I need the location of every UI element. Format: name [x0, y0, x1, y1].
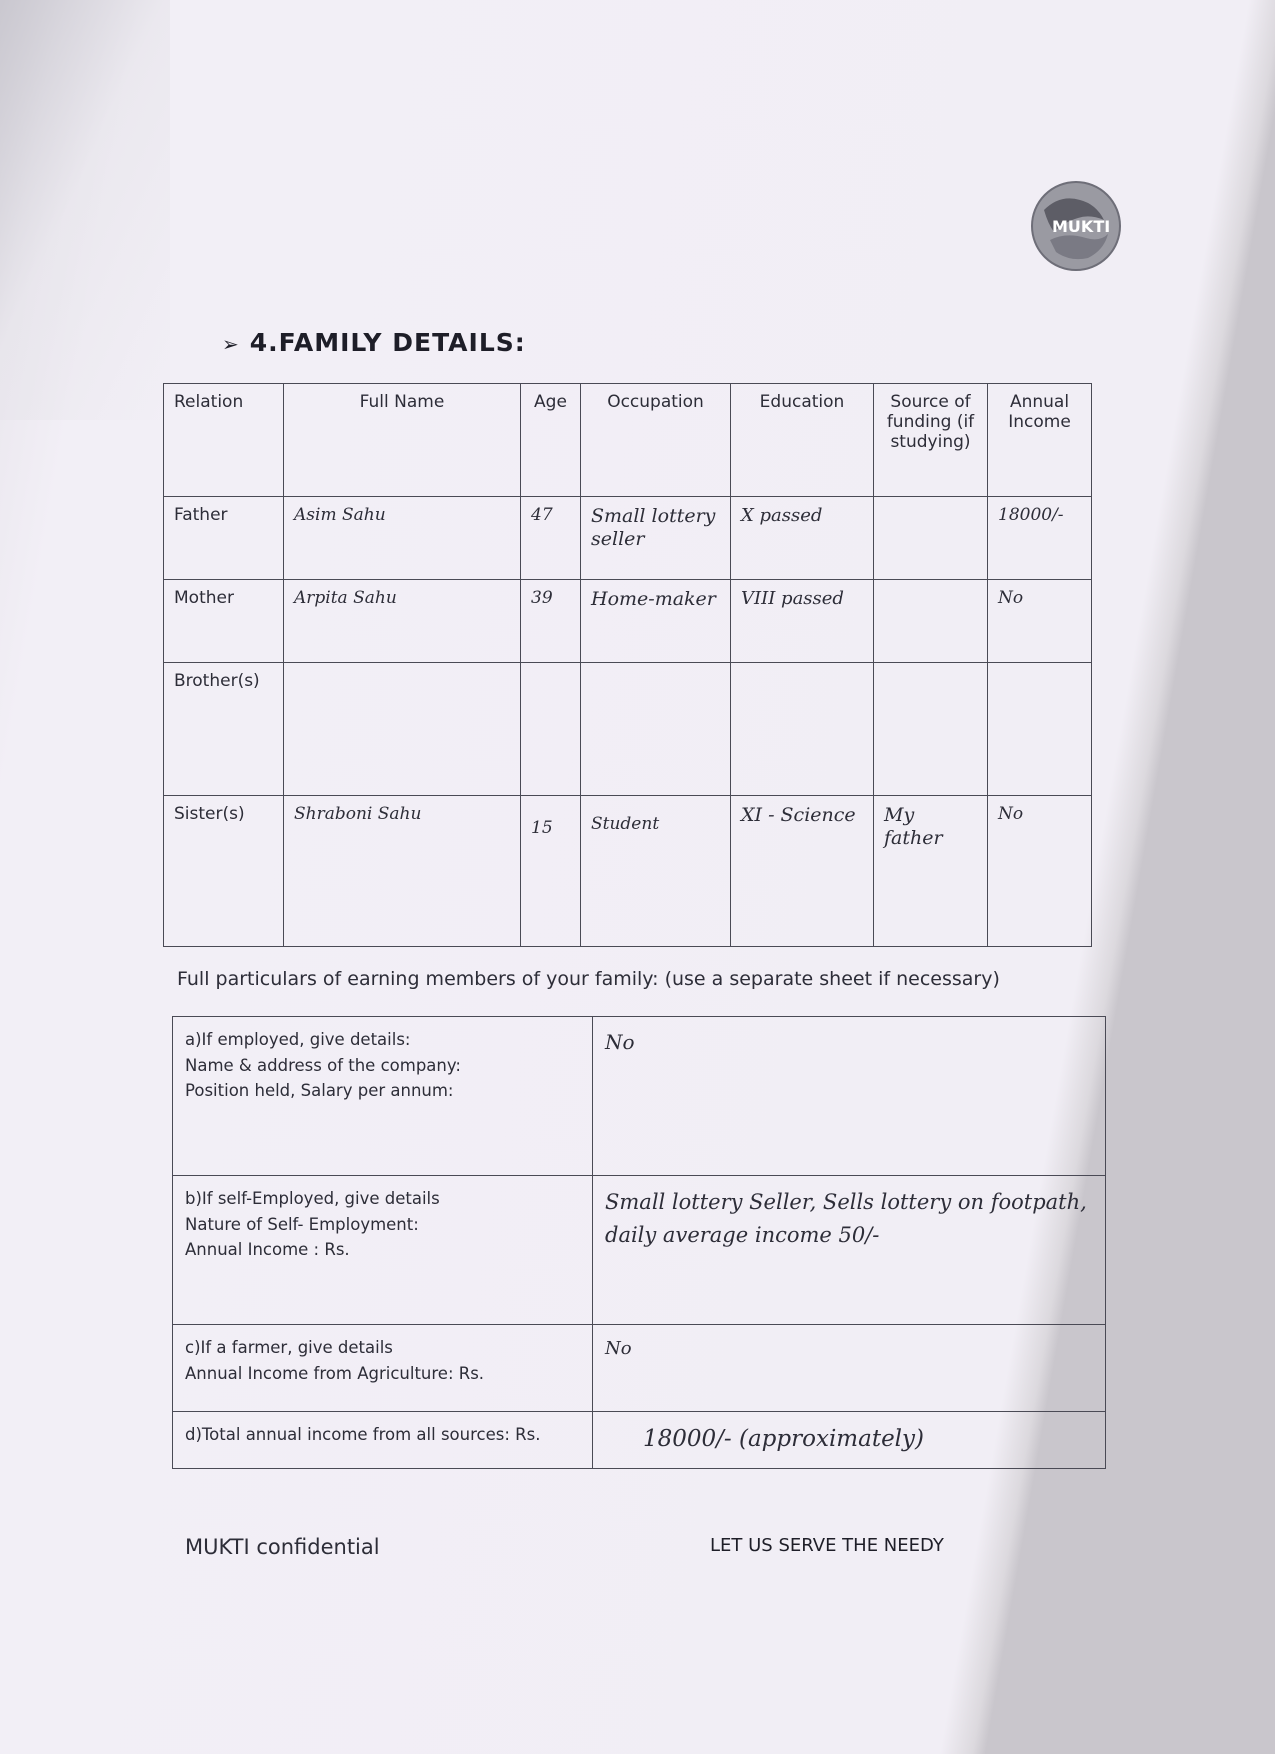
section-title: 4.FAMILY DETAILS:	[249, 328, 526, 357]
self-employed-label	[173, 1176, 593, 1325]
employed-answer: No	[593, 1017, 1106, 1176]
cell-income: 18000/-	[988, 497, 1092, 580]
cell-source	[874, 497, 988, 580]
cell-full-name	[284, 663, 521, 796]
label-line: Annual Income from Agriculture: Rs.	[185, 1363, 485, 1383]
cell-occupation	[581, 663, 731, 796]
footer-confidential: MUKTI confidential	[185, 1535, 380, 1559]
table-row-mother	[164, 580, 1092, 663]
mukti-logo	[1030, 180, 1122, 272]
header-education: Education	[731, 384, 874, 497]
label-line: d)Total annual income from all sources: Rs.	[185, 1425, 541, 1444]
row-farmer	[173, 1325, 1106, 1412]
header-occupation: Occupation	[581, 384, 731, 497]
earning-members-instruction: Full particulars of earning members of your family: (use a separate sheet if necessary)	[177, 968, 1000, 990]
cell-occupation: Student	[581, 796, 731, 947]
cell-education: XI - Science	[731, 796, 874, 947]
table-row-brothers	[164, 663, 1092, 796]
cell-source: My father	[874, 796, 988, 947]
total-income-label	[173, 1412, 593, 1469]
svg-text:MUKTI: MUKTI	[1052, 217, 1111, 236]
header-relation: Relation	[164, 384, 284, 497]
cell-age: 15	[521, 796, 581, 947]
label-line: a)If employed, give details:	[185, 1030, 411, 1049]
cell-income: No	[988, 580, 1092, 663]
cell-age: 47	[521, 497, 581, 580]
cell-relation: Brother(s)	[164, 663, 284, 796]
cell-relation: Sister(s)	[164, 796, 284, 947]
header-source-of-funding: Source of funding (if studying)	[874, 384, 988, 497]
cell-income	[988, 663, 1092, 796]
cell-source	[874, 663, 988, 796]
row-total-income	[173, 1412, 1106, 1469]
farmer-answer: No	[593, 1325, 1106, 1412]
cell-income: No	[988, 796, 1092, 947]
label-line: Nature of Self- Employment:	[185, 1214, 419, 1234]
header-age: Age	[521, 384, 581, 497]
footer-tagline: LET US SERVE THE NEEDY	[710, 1535, 944, 1556]
cell-age	[521, 663, 581, 796]
arrow-bullet-icon: ➢	[222, 332, 240, 356]
cell-occupation: Home-maker	[581, 580, 731, 663]
cell-full-name: Arpita Sahu	[284, 580, 521, 663]
total-income-answer: 18000/- (approximately)	[593, 1412, 1106, 1469]
family-details-table	[163, 383, 1092, 947]
table-header-row	[164, 384, 1092, 497]
page-fold-shadow	[0, 0, 170, 420]
cell-occupation: Small lottery seller	[581, 497, 731, 580]
label-line: Name & address of the company:	[185, 1055, 461, 1075]
label-line: b)If self-Employed, give details	[185, 1189, 440, 1208]
header-annual-income: Annual Income	[988, 384, 1092, 497]
label-line: Position held, Salary per annum:	[185, 1081, 454, 1101]
cell-education: VIII passed	[731, 580, 874, 663]
cell-full-name: Asim Sahu	[284, 497, 521, 580]
self-employed-answer: Small lottery Seller, Sells lottery on footpath, daily average income 50/-	[593, 1176, 1106, 1325]
cell-full-name: Shraboni Sahu	[284, 796, 521, 947]
table-row-sisters	[164, 796, 1092, 947]
table-row-father	[164, 497, 1092, 580]
header-full-name: Full Name	[284, 384, 521, 497]
row-self-employed	[173, 1176, 1106, 1325]
earning-members-table	[172, 1016, 1106, 1469]
cell-education: X passed	[731, 497, 874, 580]
cell-education	[731, 663, 874, 796]
label-line: c)If a farmer, give details	[185, 1338, 393, 1357]
section-heading	[222, 328, 526, 357]
cell-relation: Father	[164, 497, 284, 580]
employed-label	[173, 1017, 593, 1176]
farmer-label	[173, 1325, 593, 1412]
row-employed	[173, 1017, 1106, 1176]
cell-age: 39	[521, 580, 581, 663]
label-line: Annual Income : Rs.	[185, 1240, 350, 1260]
cell-source	[874, 580, 988, 663]
cell-relation: Mother	[164, 580, 284, 663]
